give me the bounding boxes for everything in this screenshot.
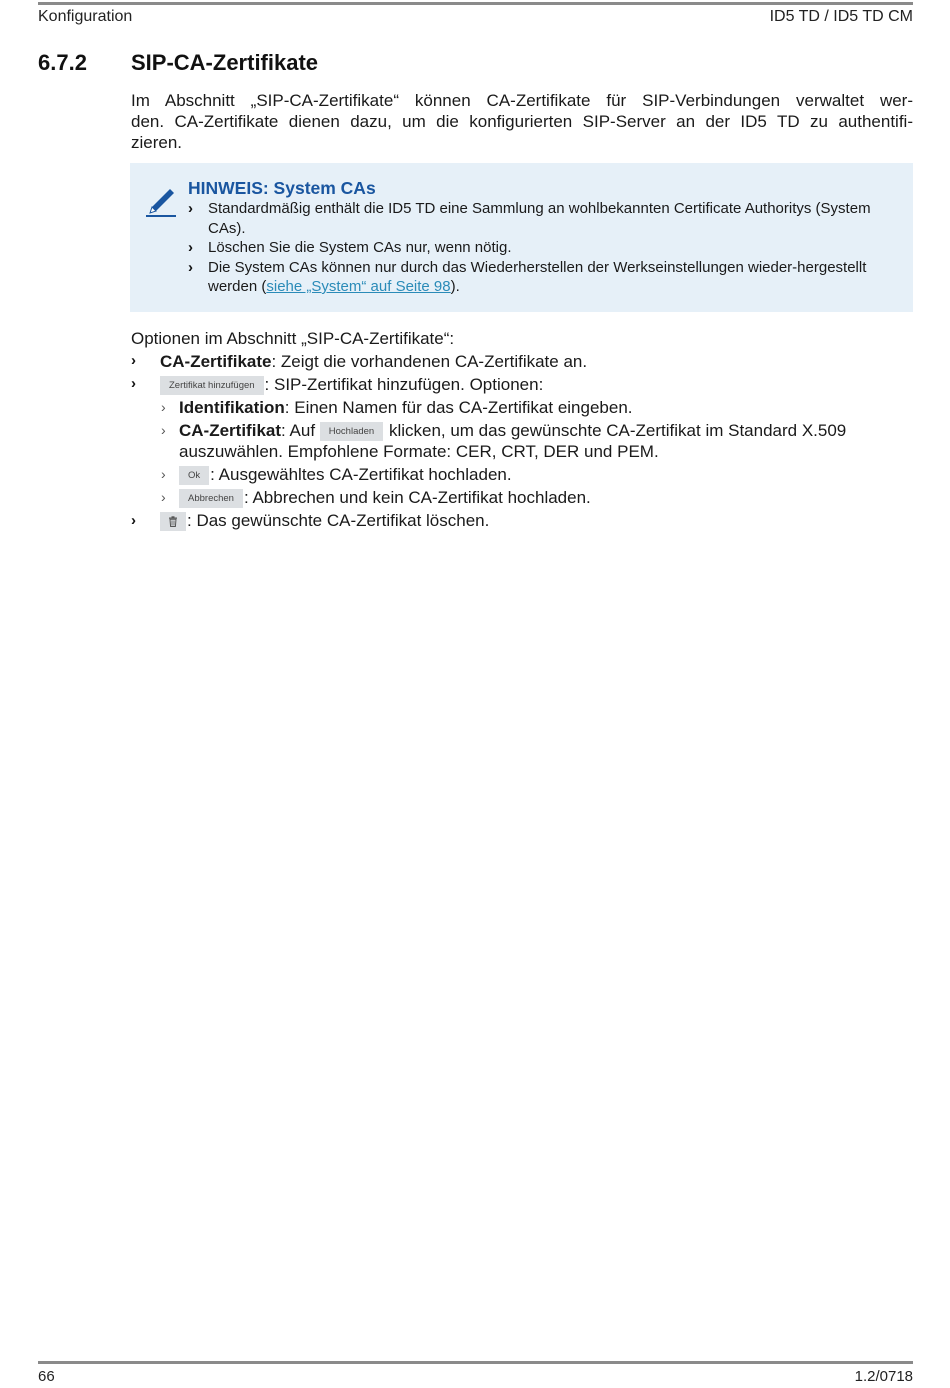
section-title: SIP-CA-Zertifikate — [131, 50, 319, 75]
note-item-text: Die System CAs können nur durch das Wiederherstellen der Werkseinstellungen wieder-hergestellt werden ( — [208, 258, 867, 295]
note-title: HINWEIS: System CAs — [188, 178, 376, 198]
trash-icon — [168, 516, 178, 527]
chevron-right-icon: › — [188, 200, 193, 217]
option-item — [160, 351, 587, 372]
chevron-right-outline-icon: › — [161, 489, 166, 505]
note-item-text: Standardmäßig enthält die ID5 TD eine Sammlung an wohlbekannten Certificate Authoritys (System CAs). — [208, 200, 871, 237]
chevron-right-icon: › — [131, 512, 136, 529]
header-rule — [38, 2, 913, 5]
chevron-right-outline-icon: › — [161, 422, 166, 438]
footer-rule — [38, 1361, 913, 1364]
option-subitem — [179, 397, 633, 418]
note-box — [130, 163, 913, 312]
system-page-link[interactable]: siehe „System“ auf Seite 98 — [266, 278, 451, 295]
option-text: : Zeigt die vorhandenen CA-Zertifikate an. — [271, 352, 588, 371]
option-text: : Abbrechen und kein CA-Zertifikat hochladen. — [243, 488, 591, 507]
note-item-text: Löschen Sie die System CAs nur, wenn nötig. — [208, 239, 512, 256]
ok-button[interactable]: Ok — [179, 466, 209, 485]
cancel-button[interactable]: Abbrechen — [179, 489, 243, 508]
note-item-text-end: ). — [450, 278, 460, 295]
chevron-right-outline-icon: › — [161, 399, 166, 415]
option-text: : SIP-Zertifikat hinzufügen. Optionen: — [264, 375, 544, 394]
version-label: 1.2/0718 — [854, 1368, 913, 1385]
note-item — [188, 238, 898, 258]
option-item — [160, 510, 489, 531]
intro-line: Im Abschnitt „SIP-CA-Zertifikate“ können CA-Zertifikate für SIP-Verbindungen verwaltet wer- — [131, 91, 913, 110]
options-heading: Optionen im Abschnitt „SIP-CA-Zertifikate“: — [131, 329, 455, 348]
chevron-right-icon: › — [131, 375, 136, 392]
option-text: klicken, um das gewünschte CA-Zertifikat im Standard X.509 — [388, 421, 847, 440]
pencil-icon — [144, 183, 178, 222]
chevron-right-icon: › — [131, 352, 136, 369]
option-item — [160, 374, 543, 395]
header-left: Konfiguration — [38, 8, 133, 25]
upload-button[interactable]: Hochladen — [320, 422, 383, 441]
option-text: : Ausgewähltes CA-Zertifikat hochladen. — [210, 465, 512, 484]
intro-line: den. CA-Zertifikate dienen dazu, um die konfigurierten SIP-Server an der ID5 TD zu authentifi- — [131, 112, 913, 131]
option-term: Identifikation — [179, 398, 285, 417]
option-term: CA-Zertifikat — [179, 421, 282, 440]
option-subitem — [179, 420, 846, 441]
note-item — [188, 199, 898, 238]
option-subitem-continued: auszuwählen. Empfohlene Formate: CER, CRT, DER und PEM. — [179, 442, 659, 461]
chevron-right-icon: › — [188, 239, 193, 256]
option-text: : Auf — [281, 421, 316, 440]
note-item — [188, 258, 898, 297]
option-text: : Einen Namen für das CA-Zertifikat eingeben. — [284, 398, 633, 417]
note-list — [188, 199, 898, 297]
delete-button[interactable] — [160, 512, 186, 531]
header-right: ID5 TD / ID5 TD CM — [769, 8, 913, 25]
intro-line: zieren. — [131, 133, 183, 152]
page-number: 66 — [38, 1368, 55, 1385]
option-subitem — [179, 464, 512, 485]
intro-paragraph — [131, 90, 913, 153]
option-text: : Das gewünschte CA-Zertifikat löschen. — [187, 511, 490, 530]
add-certificate-button[interactable]: Zertifikat hinzufügen — [160, 376, 264, 395]
option-subitem — [179, 487, 591, 508]
section-number: 6.7.2 — [38, 50, 87, 75]
option-term: CA-Zertifikate — [160, 352, 272, 371]
chevron-right-outline-icon: › — [161, 466, 166, 482]
chevron-right-icon: › — [188, 258, 193, 276]
